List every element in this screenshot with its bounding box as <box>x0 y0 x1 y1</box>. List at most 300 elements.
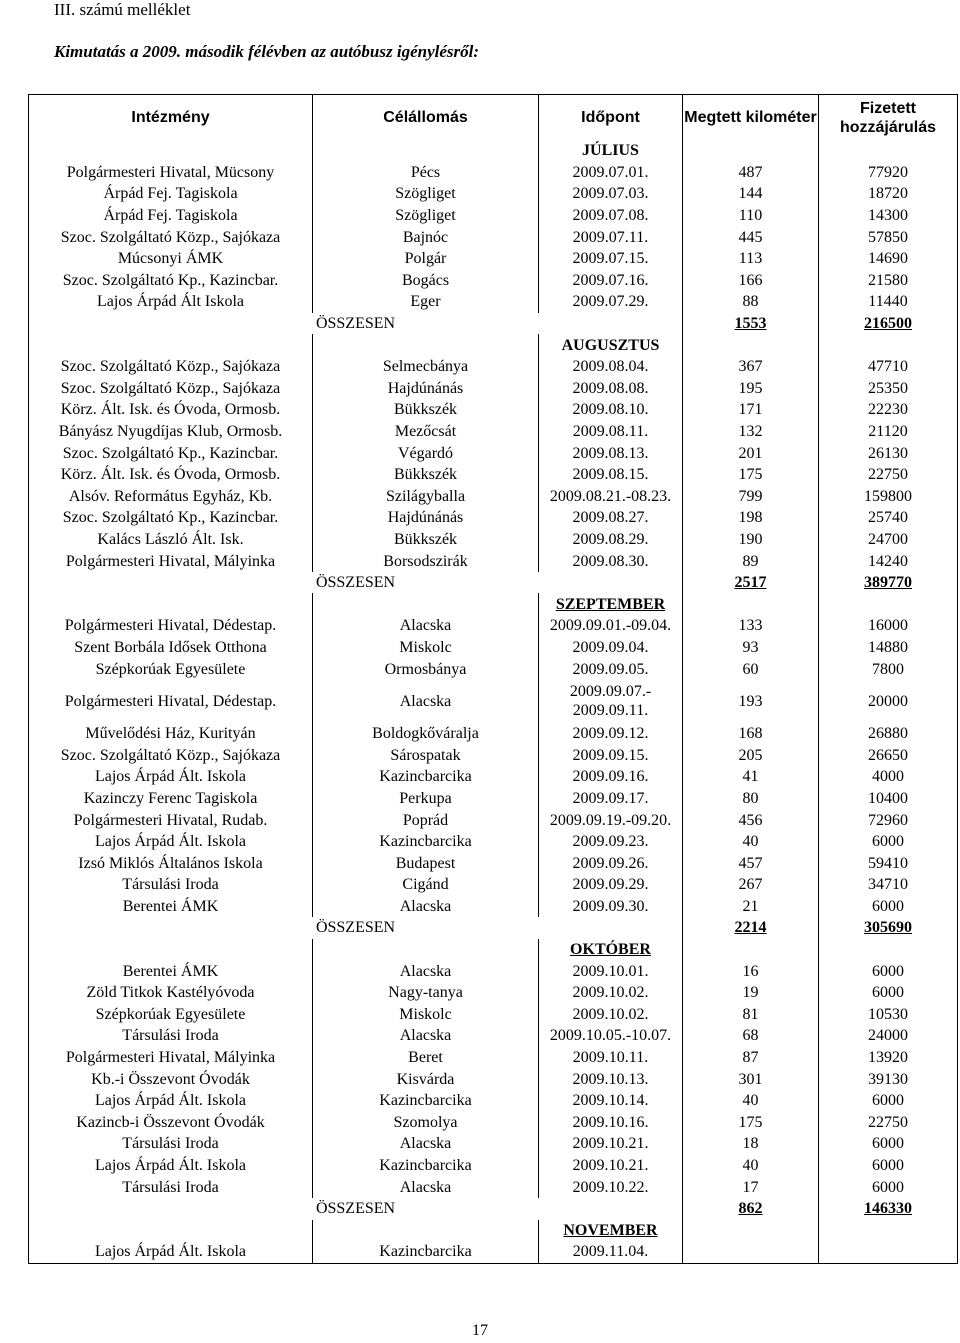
cell-institution: Kazinczy Ferenc Tagiskola <box>29 788 313 810</box>
cell-institution: Polgármesteri Hivatal, Mücsony <box>29 162 313 184</box>
cell-destination: Perkupa <box>313 788 539 810</box>
cell-destination: Szögliget <box>313 183 539 205</box>
cell-amount: 21580 <box>819 270 958 292</box>
cell-amount: 6000 <box>819 896 958 918</box>
month-spacer <box>819 140 958 162</box>
cell-amount: 72960 <box>819 809 958 831</box>
total-km: 1553 <box>683 313 819 335</box>
cell-destination: Miskolc <box>313 1004 539 1026</box>
cell-km: 16 <box>683 960 819 982</box>
cell-institution: Lajos Árpád Ált. Iskola <box>29 1090 313 1112</box>
cell-amount: 20000 <box>819 680 958 723</box>
cell-km: 87 <box>683 1047 819 1069</box>
cell-date: 2009.08.11. <box>539 421 683 443</box>
cell-date: 2009.10.21. <box>539 1155 683 1177</box>
total-km: 862 <box>683 1198 819 1220</box>
table-row <box>29 658 958 680</box>
cell-institution: Múcsonyi ÁMK <box>29 248 313 270</box>
table-row <box>29 896 958 918</box>
cell-date: 2009.10.21. <box>539 1133 683 1155</box>
total-km: 2214 <box>683 917 819 939</box>
cell-institution: Bányász Nyugdíjas Klub, Ormosb. <box>29 421 313 443</box>
month-header-row <box>29 140 958 162</box>
cell-km: 81 <box>683 1004 819 1026</box>
cell-amount: 4000 <box>819 766 958 788</box>
bus-request-table <box>28 94 958 1264</box>
cell-destination: Alacska <box>313 615 539 637</box>
table-row <box>29 248 958 270</box>
total-row <box>29 1198 958 1220</box>
total-row <box>29 313 958 335</box>
month-spacer <box>683 334 819 356</box>
cell-institution: Szépkorúak Egyesülete <box>29 658 313 680</box>
month-spacer <box>29 1220 313 1242</box>
cell-km: 166 <box>683 270 819 292</box>
header-km: Megtett kilométer <box>683 95 819 141</box>
header-institution: Intézmény <box>29 95 313 141</box>
cell-amount: 6000 <box>819 960 958 982</box>
cell-amount: 24700 <box>819 529 958 551</box>
cell-amount: 39130 <box>819 1068 958 1090</box>
month-header-row <box>29 593 958 615</box>
month-header-row <box>29 334 958 356</box>
table-row <box>29 831 958 853</box>
cell-amount: 6000 <box>819 1133 958 1155</box>
total-row <box>29 917 958 939</box>
cell-destination: Alacska <box>313 680 539 723</box>
cell-km: 144 <box>683 183 819 205</box>
cell-destination: Alacska <box>313 1133 539 1155</box>
cell-amount: 34710 <box>819 874 958 896</box>
cell-amount: 47710 <box>819 356 958 378</box>
cell-date: 2009.07.11. <box>539 226 683 248</box>
cell-amount: 26130 <box>819 442 958 464</box>
cell-km <box>683 1241 819 1263</box>
total-label: ÖSSZESEN <box>29 1198 683 1220</box>
cell-date: 2009.08.10. <box>539 399 683 421</box>
table-row <box>29 270 958 292</box>
cell-institution: Körz. Ált. Isk. és Óvoda, Ormosb. <box>29 399 313 421</box>
table-row <box>29 421 958 443</box>
table-row <box>29 982 958 1004</box>
month-spacer <box>313 140 539 162</box>
cell-institution: Berentei ÁMK <box>29 896 313 918</box>
cell-date: 2009.09.30. <box>539 896 683 918</box>
table-row <box>29 486 958 508</box>
cell-date: 2009.10.11. <box>539 1047 683 1069</box>
cell-destination: Cigánd <box>313 874 539 896</box>
cell-amount: 6000 <box>819 831 958 853</box>
cell-destination: Alacska <box>313 960 539 982</box>
cell-amount: 11440 <box>819 291 958 313</box>
cell-amount: 6000 <box>819 1090 958 1112</box>
month-spacer <box>29 334 313 356</box>
table-row <box>29 205 958 227</box>
cell-km: 133 <box>683 615 819 637</box>
month-spacer <box>683 1220 819 1242</box>
cell-amount: 159800 <box>819 486 958 508</box>
total-amount: 389770 <box>819 572 958 594</box>
cell-km: 799 <box>683 486 819 508</box>
cell-institution: Polgármesteri Hivatal, Mályinka <box>29 550 313 572</box>
total-amount: 146330 <box>819 1198 958 1220</box>
cell-km: 40 <box>683 1090 819 1112</box>
cell-date: 2009.09.04. <box>539 637 683 659</box>
cell-date: 2009.09.12. <box>539 723 683 745</box>
table-row <box>29 1068 958 1090</box>
page-number: 17 <box>472 1322 488 1339</box>
cell-destination: Hajdúnánás <box>313 378 539 400</box>
cell-km: 201 <box>683 442 819 464</box>
cell-destination: Bükkszék <box>313 464 539 486</box>
cell-amount: 6000 <box>819 982 958 1004</box>
table-row <box>29 1112 958 1134</box>
cell-date: 2009.10.01. <box>539 960 683 982</box>
cell-destination: Szomolya <box>313 1112 539 1134</box>
cell-institution: Lajos Árpád Ált. Iskola <box>29 1155 313 1177</box>
cell-destination: Alacska <box>313 1025 539 1047</box>
cell-institution: Szoc. Szolgáltató Közp., Sajókaza <box>29 356 313 378</box>
table-row <box>29 680 958 723</box>
cell-amount: 13920 <box>819 1047 958 1069</box>
total-amount: 216500 <box>819 313 958 335</box>
table-row <box>29 1090 958 1112</box>
cell-destination: Kazincbarcika <box>313 1241 539 1263</box>
cell-destination: Budapest <box>313 852 539 874</box>
cell-km: 68 <box>683 1025 819 1047</box>
cell-amount: 16000 <box>819 615 958 637</box>
cell-institution: Társulási Iroda <box>29 1133 313 1155</box>
cell-date: 2009.10.02. <box>539 982 683 1004</box>
cell-km: 367 <box>683 356 819 378</box>
table-row <box>29 874 958 896</box>
cell-km: 198 <box>683 507 819 529</box>
table-row <box>29 399 958 421</box>
cell-date: 2009.07.01. <box>539 162 683 184</box>
table-header-row <box>29 95 958 141</box>
cell-institution: Polgármesteri Hivatal, Mályinka <box>29 1047 313 1069</box>
cell-date: 2009.10.13. <box>539 1068 683 1090</box>
cell-destination: Nagy-tanya <box>313 982 539 1004</box>
annex-label: III. számú melléklet <box>54 0 191 19</box>
cell-amount: 59410 <box>819 852 958 874</box>
month-header-row <box>29 939 958 961</box>
table-row <box>29 744 958 766</box>
cell-date: 2009.07.29. <box>539 291 683 313</box>
cell-date: 2009.09.29. <box>539 874 683 896</box>
total-label: ÖSSZESEN <box>29 572 683 594</box>
table-row <box>29 1133 958 1155</box>
total-label: ÖSSZESEN <box>29 313 683 335</box>
cell-amount: 10400 <box>819 788 958 810</box>
table-row <box>29 637 958 659</box>
cell-amount: 25740 <box>819 507 958 529</box>
cell-km: 41 <box>683 766 819 788</box>
cell-amount: 6000 <box>819 1176 958 1198</box>
table-row <box>29 183 958 205</box>
cell-km: 487 <box>683 162 819 184</box>
cell-km: 17 <box>683 1176 819 1198</box>
cell-destination: Polgár <box>313 248 539 270</box>
cell-date: 2009.10.22. <box>539 1176 683 1198</box>
cell-destination: Sárospatak <box>313 744 539 766</box>
cell-institution: Polgármesteri Hivatal, Rudab. <box>29 809 313 831</box>
month-spacer <box>313 1220 539 1242</box>
table-row <box>29 529 958 551</box>
cell-km: 40 <box>683 1155 819 1177</box>
table-row <box>29 852 958 874</box>
cell-destination: Kazincbarcika <box>313 831 539 853</box>
header-date: Időpont <box>539 95 683 141</box>
cell-date: 2009.09.23. <box>539 831 683 853</box>
cell-date: 2009.09.17. <box>539 788 683 810</box>
month-name: OKTÓBER <box>539 939 683 961</box>
cell-destination: Kazincbarcika <box>313 1090 539 1112</box>
cell-km: 80 <box>683 788 819 810</box>
cell-date: 2009.10.05.-10.07. <box>539 1025 683 1047</box>
cell-km: 171 <box>683 399 819 421</box>
cell-km: 88 <box>683 291 819 313</box>
cell-institution: Szoc. Szolgáltató Közp., Sajókaza <box>29 744 313 766</box>
cell-amount: 21120 <box>819 421 958 443</box>
cell-institution: Árpád Fej. Tagiskola <box>29 183 313 205</box>
cell-date: 2009.08.21.-08.23. <box>539 486 683 508</box>
table-row <box>29 766 958 788</box>
cell-institution: Kb.-i Összevont Óvodák <box>29 1068 313 1090</box>
cell-institution: Polgármesteri Hivatal, Dédestap. <box>29 680 313 723</box>
cell-amount: 26880 <box>819 723 958 745</box>
cell-destination: Alacska <box>313 896 539 918</box>
cell-km: 190 <box>683 529 819 551</box>
cell-amount: 6000 <box>819 1155 958 1177</box>
cell-km: 40 <box>683 831 819 853</box>
cell-amount: 24000 <box>819 1025 958 1047</box>
cell-institution: Lajos Árpád Ált. Iskola <box>29 766 313 788</box>
cell-institution: Kazincb-i Összevont Óvodák <box>29 1112 313 1134</box>
cell-amount: 22750 <box>819 1112 958 1134</box>
cell-date: 2009.10.16. <box>539 1112 683 1134</box>
cell-destination: Bükkszék <box>313 529 539 551</box>
cell-km: 168 <box>683 723 819 745</box>
table-row <box>29 1241 958 1263</box>
cell-institution: Polgármesteri Hivatal, Dédestap. <box>29 615 313 637</box>
cell-date: 2009.09.15. <box>539 744 683 766</box>
cell-date: 2009.07.15. <box>539 248 683 270</box>
month-spacer <box>29 593 313 615</box>
cell-amount: 14690 <box>819 248 958 270</box>
cell-institution: Szépkorúak Egyesülete <box>29 1004 313 1026</box>
cell-km: 19 <box>683 982 819 1004</box>
cell-institution: Alsóv. Református Egyház, Kb. <box>29 486 313 508</box>
cell-destination: Kazincbarcika <box>313 766 539 788</box>
cell-destination: Szögliget <box>313 205 539 227</box>
cell-destination: Eger <box>313 291 539 313</box>
table-row <box>29 1004 958 1026</box>
table-row <box>29 226 958 248</box>
cell-km: 205 <box>683 744 819 766</box>
table-body <box>29 95 958 1264</box>
cell-destination: Bogács <box>313 270 539 292</box>
cell-km: 93 <box>683 637 819 659</box>
month-spacer <box>683 939 819 961</box>
cell-institution: Izsó Miklós Általános Iskola <box>29 852 313 874</box>
month-name: NOVEMBER <box>539 1220 683 1242</box>
table-row <box>29 162 958 184</box>
cell-amount: 22230 <box>819 399 958 421</box>
table-row <box>29 1047 958 1069</box>
cell-date: 2009.09.26. <box>539 852 683 874</box>
cell-km: 195 <box>683 378 819 400</box>
cell-km: 60 <box>683 658 819 680</box>
cell-km: 110 <box>683 205 819 227</box>
cell-amount: 14300 <box>819 205 958 227</box>
table-row <box>29 788 958 810</box>
total-amount: 305690 <box>819 917 958 939</box>
cell-institution: Társulási Iroda <box>29 1176 313 1198</box>
month-spacer <box>683 593 819 615</box>
table-row <box>29 378 958 400</box>
table-row <box>29 1155 958 1177</box>
month-spacer <box>819 593 958 615</box>
cell-amount: 57850 <box>819 226 958 248</box>
cell-date: 2009.09.01.-09.04. <box>539 615 683 637</box>
month-spacer <box>29 140 313 162</box>
document-title: Kimutatás a 2009. második félévben az autóbusz igénylésről: <box>54 42 480 61</box>
month-spacer <box>29 939 313 961</box>
total-label: ÖSSZESEN <box>29 917 683 939</box>
cell-amount: 18720 <box>819 183 958 205</box>
header-amount: Fizetett hozzájárulás <box>819 95 958 141</box>
cell-institution: Körz. Ált. Isk. és Óvoda, Ormosb. <box>29 464 313 486</box>
total-km: 2517 <box>683 572 819 594</box>
table-row <box>29 291 958 313</box>
cell-amount: 26650 <box>819 744 958 766</box>
month-header-row <box>29 1220 958 1242</box>
cell-destination: Alacska <box>313 1176 539 1198</box>
cell-date: 2009.08.15. <box>539 464 683 486</box>
cell-institution: Társulási Iroda <box>29 1025 313 1047</box>
cell-date: 2009.09.16. <box>539 766 683 788</box>
cell-km: 193 <box>683 680 819 723</box>
cell-destination: Boldogkőváralja <box>313 723 539 745</box>
month-spacer <box>313 939 539 961</box>
cell-km: 456 <box>683 809 819 831</box>
cell-km: 113 <box>683 248 819 270</box>
cell-institution: Lajos Árpád Ált. Iskola <box>29 1241 313 1263</box>
cell-km: 457 <box>683 852 819 874</box>
cell-institution: Zöld Titkok Kastélyóvoda <box>29 982 313 1004</box>
cell-institution: Művelődési Ház, Kurityán <box>29 723 313 745</box>
cell-date: 2009.08.04. <box>539 356 683 378</box>
table-row <box>29 1176 958 1198</box>
cell-institution: Berentei ÁMK <box>29 960 313 982</box>
cell-km: 89 <box>683 550 819 572</box>
cell-institution: Kalács László Ált. Isk. <box>29 529 313 551</box>
month-spacer <box>819 1220 958 1242</box>
cell-km: 21 <box>683 896 819 918</box>
cell-amount: 77920 <box>819 162 958 184</box>
cell-date: 2009.08.13. <box>539 442 683 464</box>
header-destination: Célállomás <box>313 95 539 141</box>
cell-destination: Bajnóc <box>313 226 539 248</box>
cell-km: 175 <box>683 464 819 486</box>
cell-km: 18 <box>683 1133 819 1155</box>
month-spacer <box>819 334 958 356</box>
cell-km: 301 <box>683 1068 819 1090</box>
cell-date: 2009.10.02. <box>539 1004 683 1026</box>
cell-amount: 14880 <box>819 637 958 659</box>
cell-date: 2009.08.08. <box>539 378 683 400</box>
cell-amount: 7800 <box>819 658 958 680</box>
cell-date: 2009.11.04. <box>539 1241 683 1263</box>
month-name: JÚLIUS <box>539 140 683 162</box>
cell-destination: Szilágyballa <box>313 486 539 508</box>
cell-institution: Szoc. Szolgáltató Kp., Kazincbar. <box>29 442 313 464</box>
cell-amount: 10530 <box>819 1004 958 1026</box>
table-row <box>29 809 958 831</box>
cell-date: 2009.08.29. <box>539 529 683 551</box>
month-spacer <box>819 939 958 961</box>
cell-date: 2009.08.30. <box>539 550 683 572</box>
cell-destination: Pécs <box>313 162 539 184</box>
cell-destination: Beret <box>313 1047 539 1069</box>
cell-destination: Mezőcsát <box>313 421 539 443</box>
cell-amount: 22750 <box>819 464 958 486</box>
cell-date: 2009.09.05. <box>539 658 683 680</box>
month-spacer <box>313 334 539 356</box>
table-row <box>29 723 958 745</box>
cell-institution: Árpád Fej. Tagiskola <box>29 205 313 227</box>
cell-date: 2009.08.27. <box>539 507 683 529</box>
cell-destination: Kisvárda <box>313 1068 539 1090</box>
cell-km: 175 <box>683 1112 819 1134</box>
cell-date: 2009.07.16. <box>539 270 683 292</box>
cell-institution: Társulási Iroda <box>29 874 313 896</box>
cell-amount <box>819 1241 958 1263</box>
month-spacer <box>683 140 819 162</box>
cell-km: 267 <box>683 874 819 896</box>
table-row <box>29 960 958 982</box>
cell-date: 2009.07.08. <box>539 205 683 227</box>
cell-institution: Szoc. Szolgáltató Közp., Sajókaza <box>29 226 313 248</box>
cell-amount: 25350 <box>819 378 958 400</box>
cell-date: 2009.07.03. <box>539 183 683 205</box>
cell-institution: Szoc. Szolgáltató Közp., Sajókaza <box>29 378 313 400</box>
cell-destination: Borsodszirák <box>313 550 539 572</box>
cell-destination: Ormosbánya <box>313 658 539 680</box>
cell-institution: Lajos Árpád Ált Iskola <box>29 291 313 313</box>
cell-destination: Miskolc <box>313 637 539 659</box>
cell-date: 2009.09.07.- 2009.09.11. <box>539 680 683 723</box>
month-name: AUGUSZTUS <box>539 334 683 356</box>
cell-destination: Hajdúnánás <box>313 507 539 529</box>
month-name: SZEPTEMBER <box>539 593 683 615</box>
cell-km: 445 <box>683 226 819 248</box>
table-row <box>29 356 958 378</box>
month-spacer <box>313 593 539 615</box>
cell-destination: Bükkszék <box>313 399 539 421</box>
cell-institution: Szoc. Szolgáltató Kp., Kazincbar. <box>29 270 313 292</box>
cell-institution: Lajos Árpád Ált. Iskola <box>29 831 313 853</box>
total-row <box>29 572 958 594</box>
table-row <box>29 615 958 637</box>
table-row <box>29 1025 958 1047</box>
cell-institution: Szent Borbála Idősek Otthona <box>29 637 313 659</box>
cell-amount: 14240 <box>819 550 958 572</box>
table-row <box>29 507 958 529</box>
cell-destination: Selmecbánya <box>313 356 539 378</box>
table-row <box>29 550 958 572</box>
